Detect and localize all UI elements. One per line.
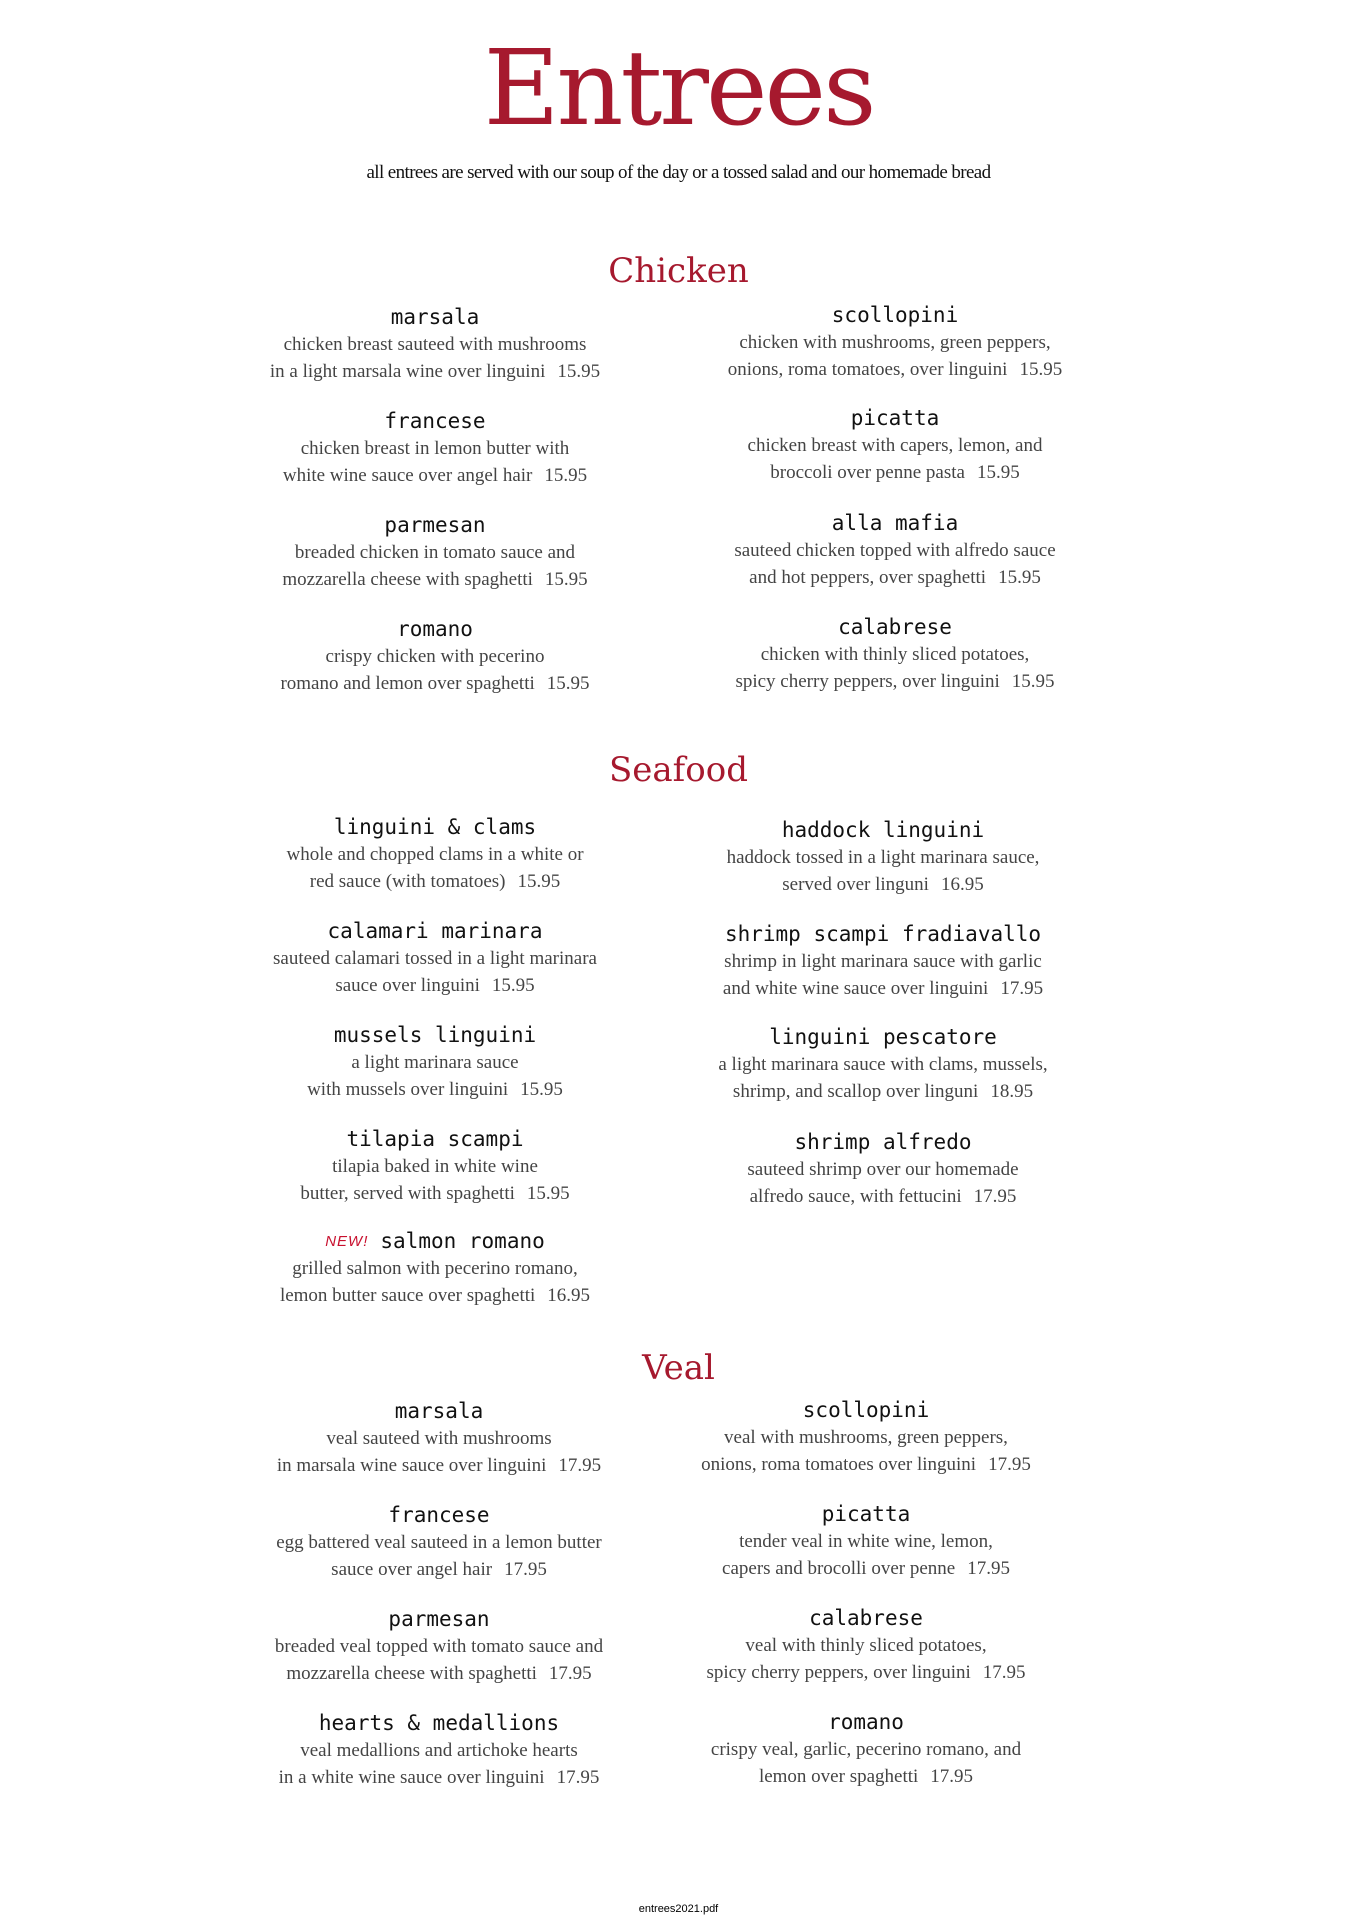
menu-item-title: marsala <box>394 1399 484 1423</box>
menu-item-description <box>215 539 655 566</box>
section-heading-seafood: Seafood <box>609 750 748 790</box>
menu-item-hearts-medallions <box>219 1710 659 1791</box>
menu-item-description <box>219 1452 659 1479</box>
menu-item-description-line: and white wine sauce over linguini <box>722 978 989 999</box>
menu-item-picatta <box>675 405 1115 486</box>
menu-item-description <box>663 1078 1103 1105</box>
menu-item-description-line: chicken with mushrooms, green peppers, <box>739 332 1051 353</box>
menu-item-romano <box>215 616 655 697</box>
menu-item-price: 15.95 <box>544 569 588 590</box>
menu-item-name <box>646 1397 1086 1424</box>
menu-item-description-line: veal medallions and artichoke hearts <box>300 1740 578 1761</box>
menu-item-description-line: sauce over linguini <box>335 975 480 996</box>
menu-item-price: 15.95 <box>998 567 1041 588</box>
menu-item-price: 15.95 <box>517 871 561 892</box>
menu-item-description-line: with mussels over linguini <box>307 1079 509 1100</box>
menu-item-picatta <box>646 1501 1086 1582</box>
menu-item-name <box>215 1126 655 1153</box>
menu-item-description-line: shrimp in light marinara sauce with garlic <box>724 951 1042 972</box>
menu-item-price: 15.95 <box>976 462 1020 483</box>
menu-item-description-line: broccoli over penne pasta <box>770 462 965 483</box>
section-heading-veal: Veal <box>642 1348 715 1388</box>
menu-item-description-line: chicken breast sauteed with mushrooms <box>283 334 587 355</box>
menu-item-description-line: sauteed shrimp over our homemade <box>747 1159 1019 1180</box>
menu-item-name <box>219 1710 659 1737</box>
menu-item-description <box>675 459 1115 486</box>
menu-item-price: 17.95 <box>988 1454 1031 1475</box>
menu-item-description-line: shrimp, and scallop over linguni <box>732 1081 979 1102</box>
menu-item-description-line: butter, served with spaghetti <box>300 1183 515 1204</box>
menu-item-name <box>215 408 655 435</box>
menu-item-romano <box>646 1709 1086 1790</box>
menu-item-description <box>215 868 655 895</box>
menu-item-description-line: lemon over spaghetti <box>758 1766 919 1787</box>
menu-item-price: 18.95 <box>990 1081 1034 1102</box>
menu-item-alla-mafia <box>675 510 1115 591</box>
menu-item-description-line: sauteed chicken topped with alfredo sauce <box>734 540 1056 561</box>
menu-item-name <box>219 1606 659 1633</box>
menu-item-name <box>663 1129 1103 1156</box>
menu-item-title: shrimp scampi fradiavallo <box>724 922 1042 946</box>
menu-item-name <box>215 814 655 841</box>
menu-item-description-line: in a light marsala wine over linguini <box>269 361 546 382</box>
menu-item-description-line: breaded chicken in tomato sauce and <box>294 542 576 563</box>
menu-item-price: 15.95 <box>491 975 535 996</box>
menu-item-price: 17.95 <box>982 1662 1026 1683</box>
menu-item-title: parmesan <box>384 513 486 537</box>
menu-item-price: 17.95 <box>1000 978 1044 999</box>
menu-item-price: 16.95 <box>940 874 984 895</box>
menu-item-description-line: white wine sauce over angel hair <box>282 465 533 486</box>
menu-item-parmesan <box>219 1606 659 1687</box>
menu-item-description <box>215 1076 655 1103</box>
menu-item-description <box>215 1153 655 1180</box>
menu-item-description <box>675 537 1115 564</box>
menu-item-calamari-marinara <box>215 918 655 999</box>
menu-item-description <box>219 1633 659 1660</box>
menu-item-description <box>215 1049 655 1076</box>
menu-item-description <box>215 1255 655 1282</box>
menu-item-title: romano <box>397 617 473 641</box>
menu-item-description <box>675 668 1115 695</box>
menu-item-price: 15.95 <box>557 361 601 382</box>
menu-item-scollopini <box>675 302 1115 383</box>
menu-item-salmon-romano <box>215 1228 655 1309</box>
menu-item-description <box>646 1763 1086 1790</box>
menu-item-description-line: chicken with thinly sliced potatoes, <box>760 644 1030 665</box>
menu-item-description <box>663 948 1103 975</box>
menu-item-description <box>663 1183 1103 1210</box>
menu-item-description-line: lemon butter sauce over spaghetti <box>279 1285 536 1306</box>
menu-item-price: 17.95 <box>967 1558 1010 1579</box>
menu-item-name <box>646 1501 1086 1528</box>
menu-item-description <box>215 331 655 358</box>
menu-item-description-line: whole and chopped clams in a white or <box>286 844 584 865</box>
menu-item-description-line: a light marinara sauce with clams, mussels, <box>718 1054 1048 1075</box>
menu-item-title: calabrese <box>809 1606 923 1630</box>
menu-item-description <box>219 1556 659 1583</box>
menu-item-title: romano <box>828 1710 904 1734</box>
menu-item-price: 17.95 <box>548 1663 592 1684</box>
menu-item-description <box>646 1528 1086 1555</box>
menu-item-name <box>663 1024 1103 1051</box>
menu-item-description <box>675 564 1115 591</box>
menu-item-name <box>219 1398 659 1425</box>
menu-item-description <box>219 1529 659 1556</box>
menu-item-name <box>219 1502 659 1529</box>
section-heading-chicken: Chicken <box>608 251 749 291</box>
menu-item-description-line: crispy chicken with pecerino <box>325 646 545 667</box>
menu-item-description <box>215 358 655 385</box>
menu-item-description <box>675 329 1115 356</box>
menu-item-description-line: chicken breast in lemon butter with <box>300 438 570 459</box>
menu-item-name <box>646 1605 1086 1632</box>
menu-item-title: picatta <box>850 406 940 430</box>
menu-item-description-line: capers and brocolli over penne <box>722 1558 956 1579</box>
menu-item-description <box>219 1660 659 1687</box>
menu-item-description <box>646 1424 1086 1451</box>
menu-item-description <box>215 435 655 462</box>
menu-item-description-line: mozzarella cheese with spaghetti <box>282 569 533 590</box>
menu-item-description <box>215 841 655 868</box>
menu-item-description <box>646 1736 1086 1763</box>
menu-item-description <box>663 1051 1103 1078</box>
menu-item-name <box>215 512 655 539</box>
menu-item-description-line: chicken breast with capers, lemon, and <box>747 435 1043 456</box>
menu-item-description-line: tilapia baked in white wine <box>332 1156 538 1177</box>
menu-item-name <box>663 921 1103 948</box>
menu-item-description <box>215 1180 655 1207</box>
menu-item-title: salmon romano <box>380 1229 545 1253</box>
menu-item-description-line: tender veal in white wine, lemon, <box>739 1531 993 1552</box>
menu-item-price: 15.95 <box>546 673 590 694</box>
menu-item-description <box>646 1659 1086 1686</box>
menu-item-description-line: in a white wine sauce over linguini <box>278 1767 545 1788</box>
menu-item-title: alla mafia <box>831 511 959 535</box>
menu-item-price: 17.95 <box>930 1766 974 1787</box>
menu-item-description-line: veal with thinly sliced potatoes, <box>745 1635 987 1656</box>
menu-item-title: mussels linguini <box>333 1023 537 1047</box>
menu-item-marsala <box>219 1398 659 1479</box>
menu-item-title: linguini pescatore <box>769 1025 997 1049</box>
menu-item-calabrese <box>646 1605 1086 1686</box>
page-subtitle: all entrees are served with our soup of the day or a tossed salad and our homemade bread <box>366 162 991 183</box>
menu-item-description <box>215 566 655 593</box>
menu-item-name <box>646 1709 1086 1736</box>
menu-item-price: 15.95 <box>544 465 588 486</box>
menu-item-name <box>675 510 1115 537</box>
menu-item-description-line: onions, roma tomatoes over linguini <box>701 1454 977 1475</box>
menu-item-marsala <box>215 304 655 385</box>
menu-item-description-line: in marsala wine sauce over linguini <box>276 1455 547 1476</box>
menu-item-name <box>215 1022 655 1049</box>
menu-item-title: parmesan <box>388 1607 490 1631</box>
menu-item-description <box>219 1425 659 1452</box>
menu-item-description-line: haddock tossed in a light marinara sauce, <box>726 847 1040 868</box>
menu-item-name <box>675 405 1115 432</box>
menu-item-calabrese <box>675 614 1115 695</box>
menu-item-description-line: and hot peppers, over spaghetti <box>749 567 987 588</box>
menu-item-description-line: red sauce (with tomatoes) <box>309 871 506 892</box>
menu-item-shrimp-alfredo <box>663 1129 1103 1210</box>
menu-item-linguini-clams <box>215 814 655 895</box>
menu-item-description <box>646 1632 1086 1659</box>
menu-item-description <box>215 643 655 670</box>
menu-item-price: 17.95 <box>556 1767 600 1788</box>
menu-item-price: 16.95 <box>547 1285 591 1306</box>
menu-item-scollopini <box>646 1397 1086 1478</box>
menu-item-haddock-linguini <box>663 817 1103 898</box>
menu-item-price: 17.95 <box>973 1186 1017 1207</box>
menu-item-description <box>219 1737 659 1764</box>
menu-item-title: marsala <box>390 305 480 329</box>
menu-item-description-line: egg battered veal sauteed in a lemon butter <box>276 1532 602 1553</box>
menu-item-description <box>646 1451 1086 1478</box>
menu-item-parmesan <box>215 512 655 593</box>
menu-item-description-line: spicy cherry peppers, over linguini <box>706 1662 971 1683</box>
menu-item-description-line: breaded veal topped with tomato sauce and <box>274 1636 604 1657</box>
menu-item-title: calabrese <box>838 615 952 639</box>
menu-item-description-line: alfredo sauce, with fettucini <box>749 1186 962 1207</box>
menu-item-description <box>215 972 655 999</box>
menu-item-description-line: crispy veal, garlic, pecerino romano, and <box>710 1739 1022 1760</box>
menu-item-title: scollopini <box>831 303 959 327</box>
menu-item-price: 15.95 <box>1019 359 1063 380</box>
menu-item-description <box>215 1282 655 1309</box>
menu-item-name <box>215 616 655 643</box>
menu-item-title: tilapia scampi <box>346 1127 524 1151</box>
menu-item-description <box>675 641 1115 668</box>
menu-item-description <box>215 462 655 489</box>
menu-item-name <box>675 614 1115 641</box>
menu-item-tilapia-scampi <box>215 1126 655 1207</box>
menu-item-description-line: sauce over angel hair <box>331 1559 493 1580</box>
menu-item-description <box>663 975 1103 1002</box>
menu-item-price: 15.95 <box>1011 671 1055 692</box>
menu-item-description <box>219 1764 659 1791</box>
menu-item-price: 15.95 <box>526 1183 570 1204</box>
menu-item-name <box>663 817 1103 844</box>
menu-item-title: hearts & medallions <box>318 1711 560 1735</box>
menu-item-shrimp-scampi-fradiavallo <box>663 921 1103 1002</box>
menu-item-title: linguini & clams <box>333 815 537 839</box>
menu-item-description <box>646 1555 1086 1582</box>
menu-item-mussels-linguini <box>215 1022 655 1103</box>
menu-item-francese <box>215 408 655 489</box>
menu-item-title: scollopini <box>802 1398 930 1422</box>
menu-item-description-line: onions, roma tomatoes, over linguini <box>727 359 1008 380</box>
menu-item-title: haddock linguini <box>781 818 985 842</box>
menu-item-linguini-pescatore <box>663 1024 1103 1105</box>
menu-item-francese <box>219 1502 659 1583</box>
menu-item-description <box>215 945 655 972</box>
menu-item-price: 17.95 <box>558 1455 602 1476</box>
menu-item-description <box>215 670 655 697</box>
menu-item-name <box>215 304 655 331</box>
menu-item-name <box>215 918 655 945</box>
menu-item-price: 17.95 <box>504 1559 547 1580</box>
menu-item-title: picatta <box>821 1502 911 1526</box>
menu-item-name <box>215 1228 655 1255</box>
footer-filename: entrees2021.pdf <box>638 1903 719 1915</box>
menu-item-description <box>663 871 1103 898</box>
menu-item-description-line: veal sauteed with mushrooms <box>326 1428 552 1449</box>
menu-item-description <box>675 432 1115 459</box>
menu-item-price: 15.95 <box>520 1079 563 1100</box>
menu-item-description <box>675 356 1115 383</box>
menu-item-description-line: grilled salmon with pecerino romano, <box>292 1258 578 1279</box>
menu-item-name <box>675 302 1115 329</box>
menu-item-description <box>663 1156 1103 1183</box>
menu-item-title: shrimp alfredo <box>794 1130 972 1154</box>
menu-item-title: francese <box>388 1503 490 1527</box>
menu-item-description <box>663 844 1103 871</box>
menu-item-description-line: veal with mushrooms, green peppers, <box>724 1427 1008 1448</box>
menu-item-title: calamari marinara <box>327 919 543 943</box>
menu-item-description-line: spicy cherry peppers, over linguini <box>735 671 1000 692</box>
menu-item-description-line: sauteed calamari tossed in a light marinara <box>273 948 597 969</box>
menu-item-title: francese <box>384 409 486 433</box>
page-title: Entrees <box>483 27 874 149</box>
new-badge: NEW! <box>325 1233 369 1250</box>
menu-item-description-line: served over linguni <box>782 874 929 895</box>
menu-item-description-line: romano and lemon over spaghetti <box>280 673 535 694</box>
menu-item-description-line: mozzarella cheese with spaghetti <box>286 1663 537 1684</box>
menu-item-description-line: a light marinara sauce <box>351 1052 519 1073</box>
